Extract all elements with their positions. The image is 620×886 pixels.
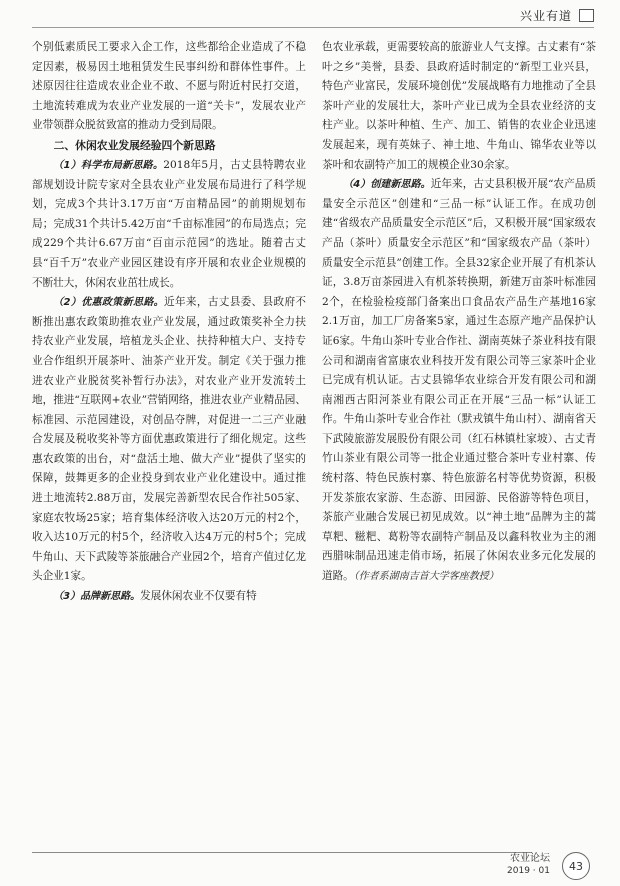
- journal-name: 农业论坛: [510, 853, 550, 864]
- paragraph-lead: （1）科学布局新思路。: [53, 159, 164, 171]
- header-rule: [32, 27, 594, 28]
- paragraph-lead: （3）品牌新思路。: [53, 591, 141, 603]
- paragraph-lead: （2）优惠政策新思路。: [53, 297, 165, 309]
- page-number: 43: [562, 852, 590, 880]
- paragraph-text: 近年来，古丈县委、县政府不断推出惠农政策助推农业产业发展，通过政策奖补全力扶持农业产业发展，培植龙头企业、扶持种植大户、支持专业合作组织开展茶叶、油茶产业开发。制定《关于强力推进农业产业脱贫奖补暂行办法》，对农业产业开发流转土地，推进“互联网+农业”营销网络，推进农业产业精品园、标准园、示范园建设，对创品夺牌，对促进一二三产业融合发展及税收奖补等方面优惠政策进行了细化规定。这些惠农政策的出台，对“盘活土地、做大产业”提供了坚实的保障，鼓舞更多的企业投身到农业产业化建设中。通过推进土地流转2.88万亩，发展完善新型农民合作社505家、家庭农牧场25家；培育集体经济收入达20万元的村2个，收入达10万元的村5个，经济收入达4万元的村5个；完成牛角山、天下武陵等茶旅融合产业园2个，培育产值过亿龙头企业1家。: [32, 296, 306, 583]
- paragraph-layout: [32, 156, 306, 293]
- paragraph-creation: [322, 175, 596, 586]
- paragraph-text: 近年来，古丈县积极开展“农产品质量安全示范区”创建和“三品一标”认证工作。在成功创建“省级农产品质量安全示范区”后，又积极开展“国家级农产品（茶叶）质量安全示范区”和“国家级农产品（茶叶）质量安全示范县”创建工作。全县32家企业开展了有机茶认证，3.8万亩茶园进入有机茶转换期，新建万亩茶叶标准园2个，在检验检疫部门备案出口食品农产品生产基地16家2.1万亩，加工厂房备案5家，通过生态原产地产品保护认证6家。牛角山茶叶专业合作社、湖南英妹子茶业科技有限公司和湖南省富康农业科技开发有限公司等三家茶叶企业已完成有机认证。古丈县锦华农业综合开发有限公司和湖南湘西古阳河茶业有限公司正在开展“三品一标”认证工作。牛角山茶叶专业合作社（默戎镇牛角山村）、湖南省天下武陵旅游发展股份有限公司（红石林镇杜家坡）、古丈青竹山茶业有限公司等一批企业通过整合茶叶专业村寨、传统村落、特色民族村寨、特色旅游名村等优势资源，积极开发茶旅农家游、生态游、田园游、民俗游等特色项目，茶旅产业融合发展已初见成效。以“神土地”品牌为主的蒿草粑、糍粑、葛粉等农副特产制品及以鑫科牧业为主的湘西腊味制品迅速走俏市场，拓展了休闲农业多元化发展的道路。: [322, 178, 596, 583]
- paragraph-lead: （4）创建新思路。: [343, 179, 431, 191]
- paragraph-text: 2018年5月，古丈县特聘农业部规划设计院专家对全县农业产业发展布局进行了科学规划，完成3个共计3.17万亩“万亩精品园”的前期规划布局；完成31个共计5.42万亩“千亩标准园”的布局选点；完成229个共计6.67万亩“百亩示范园”的选址。随着古丈县“百千万”农业产业园区建设有序开展和农业企业规模的不断壮大，休闲农业茁壮成长。: [32, 158, 306, 289]
- header-square-icon: [579, 9, 594, 22]
- footer-rule: [32, 852, 532, 853]
- paragraph-text: 发展休闲农业不仅要有特: [140, 590, 257, 603]
- left-column: [32, 38, 306, 838]
- right-column: [322, 38, 596, 838]
- issue-date: 2019 · 01: [507, 866, 550, 876]
- footer-journal: [507, 853, 550, 877]
- paragraph-brand-continued: 色农业承载，更需要较高的旅游业人气支撑。古丈素有“茶叶之乡”美誉，县委、县政府适时制定的“新型工业兴县，特色产业富民，发展环境创优”发展战略有力地推动了全县茶叶产业的发展壮大，茶叶产业已成为全县农业经济的支柱产业。以茶叶种植、生产、加工、销售的农业企业迅速发展起来，现有英妹子、神土地、牛角山、锦华农业等以茶叶和农副特产加工的规模企业30余家。: [322, 41, 596, 171]
- section-heading: 二、休闲农业发展经验四个新思路: [53, 138, 216, 152]
- author-note: （作者系湖南吉首大学客座教授）: [353, 571, 499, 583]
- page-header: [0, 0, 620, 30]
- article-body: [32, 38, 596, 838]
- paragraph-policy: [32, 293, 306, 587]
- intro-paragraph: 个别低素质民工要求入企工作，这些都给企业造成了不稳定因素，极易因土地租赁发生民事纠纷和群体性事件。上述原因往往造成农业企业不敢、不愿与附近村民打交道，土地流转难成为农业产业发展的一道“关卡”，发展农业产业带领群众脱贫致富的推动力受到局限。: [32, 41, 306, 132]
- running-header-title: 兴业有道: [519, 9, 572, 23]
- paragraph-brand: [32, 587, 306, 607]
